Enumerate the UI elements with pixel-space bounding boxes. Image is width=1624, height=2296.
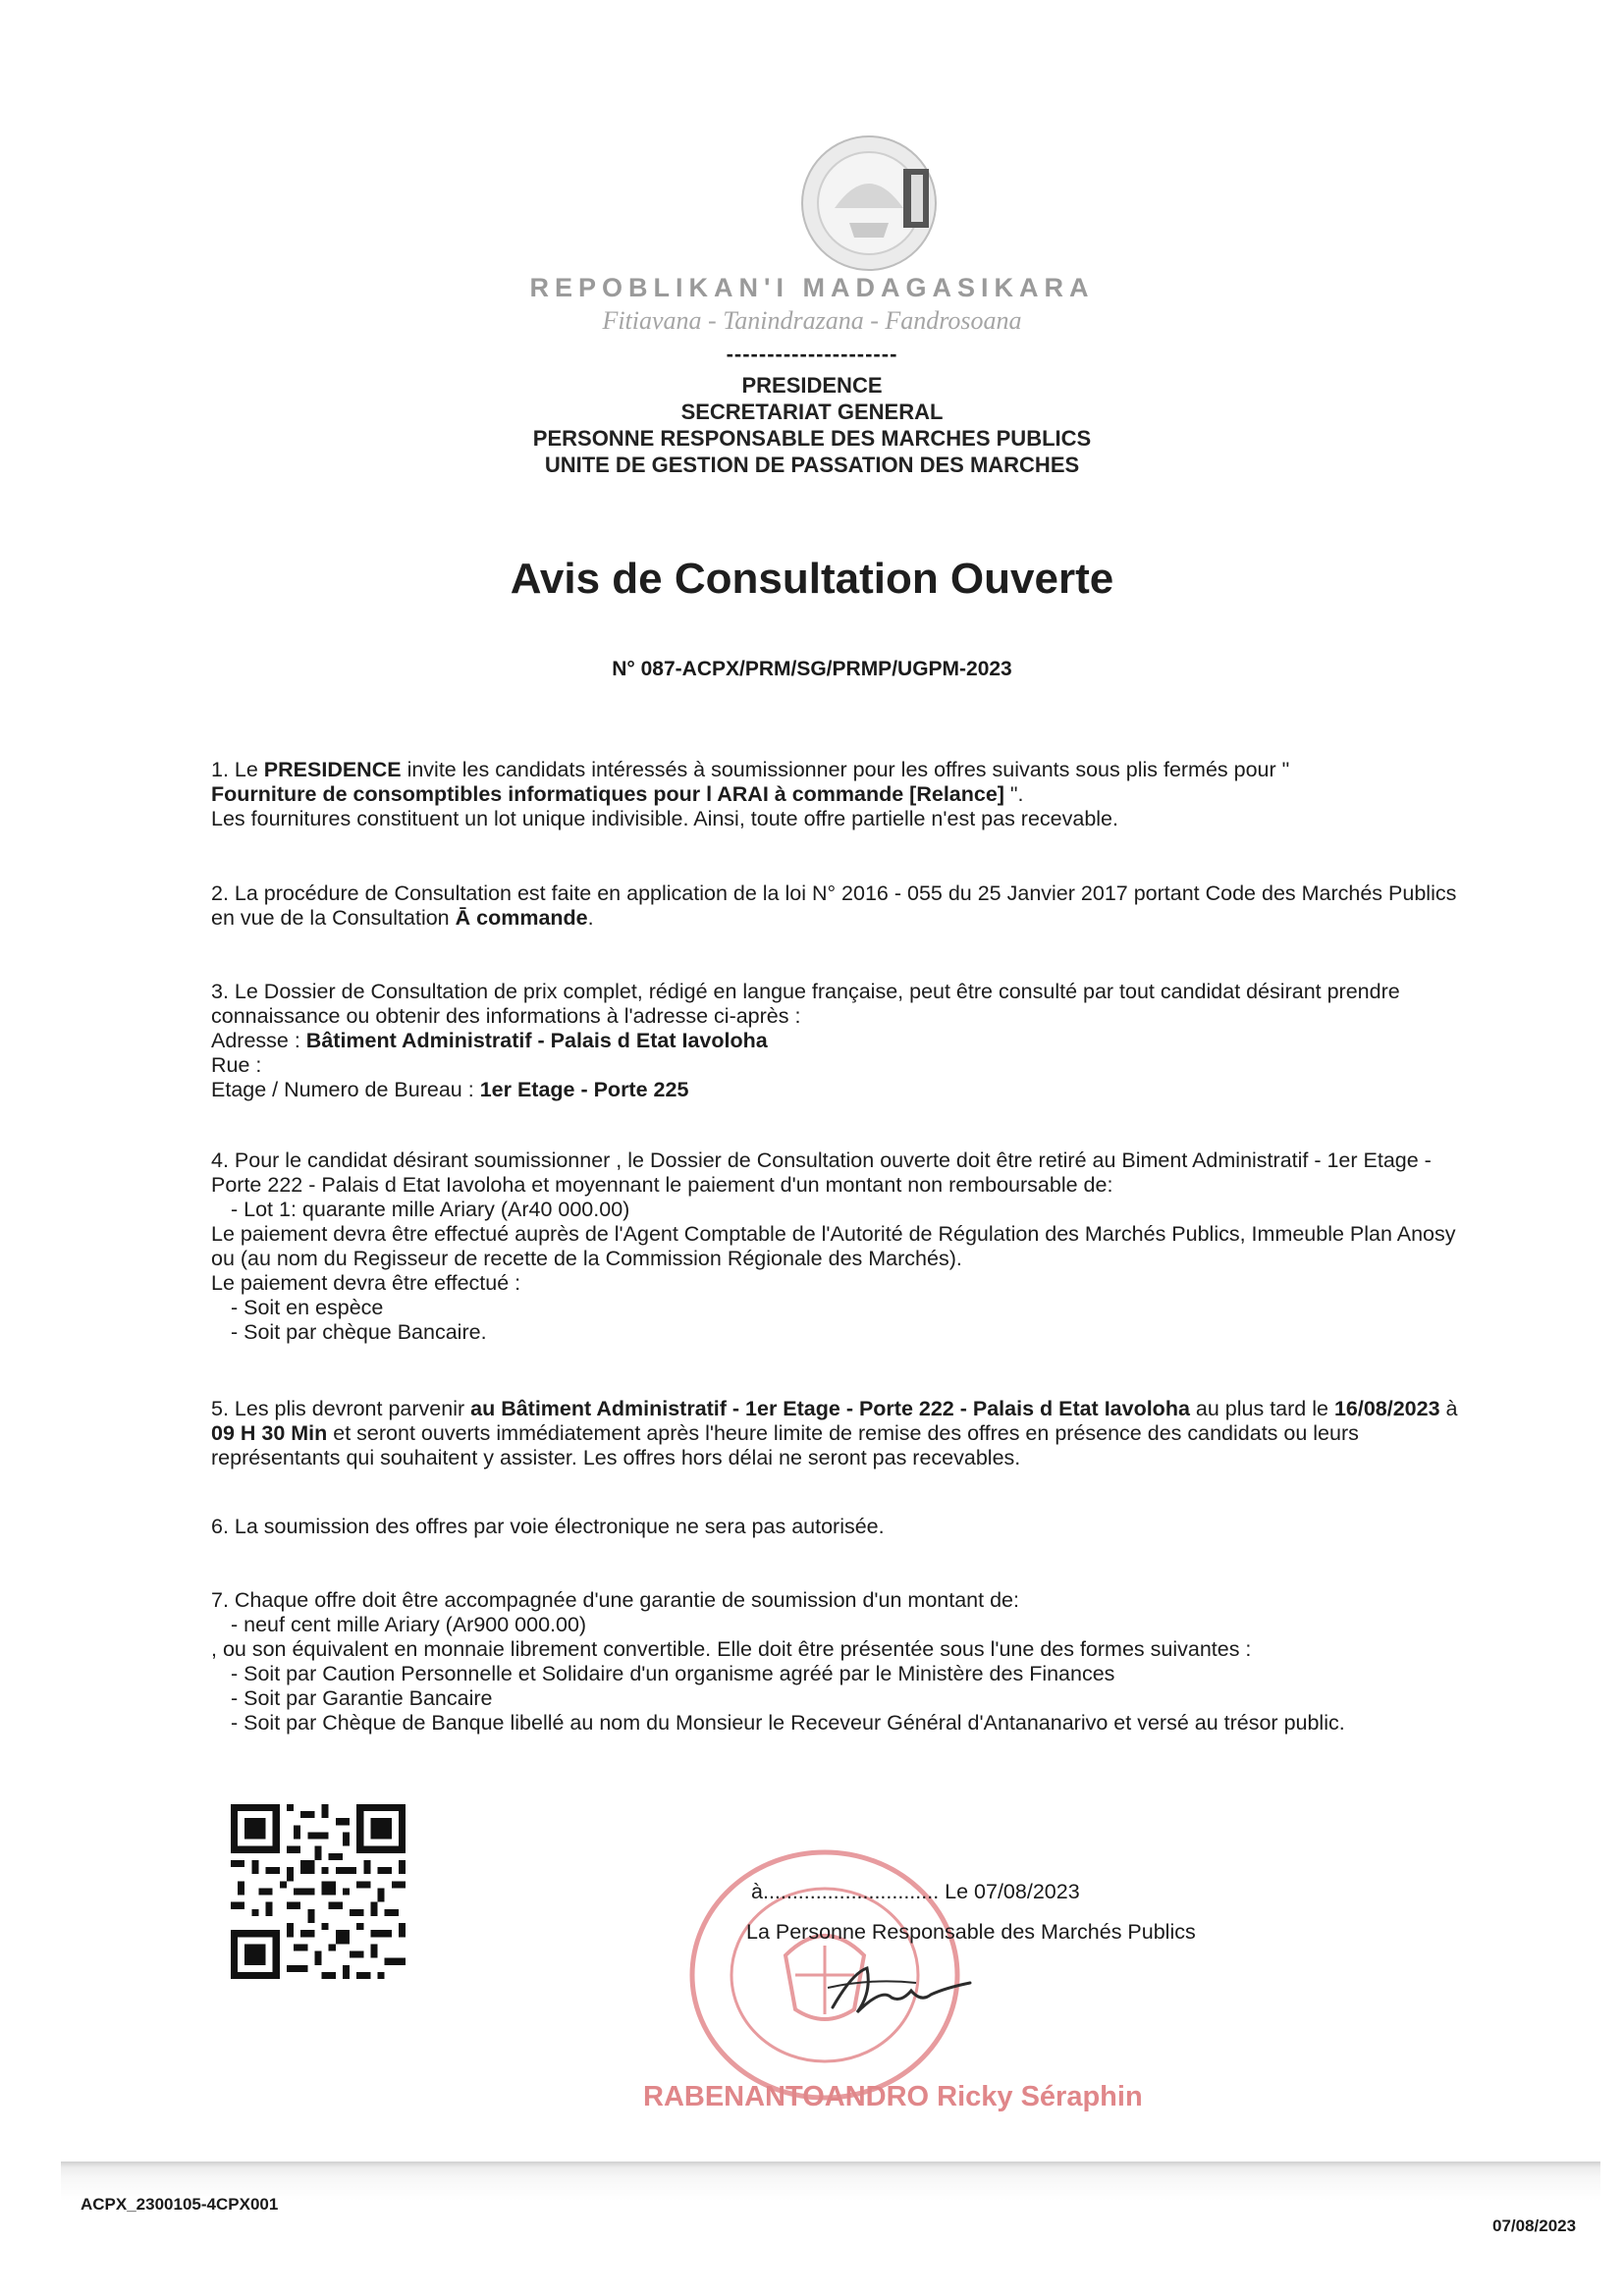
section-2: 2. La procédure de Consultation est faite en application de la loi N° 2016 - 055 du 25 Janvier 2017 portant Code des Marchés Publics en vue de la Consultation Ā commande. xyxy=(211,881,1457,930)
guarantee-form-cheque: - Soit par Chèque de Banque libellé au nom du Monsieur le Receveur Général d'Antananarivo et versé au trésor public. xyxy=(231,1711,1345,1735)
payment-methods-label: Le paiement devra être effectué : xyxy=(211,1271,521,1295)
signatory-title: La Personne Responsable des Marchés Publics xyxy=(746,1920,1196,1944)
footer-document-code: ACPX_2300105-4CPX001 xyxy=(81,2195,279,2214)
office-line: Etage / Numero de Bureau : 1er Etage - Porte 225 xyxy=(211,1078,689,1101)
guarantee-forms-intro: , ou son équivalent en monnaie librement convertible. Elle doit être présentée sous l'une des formes suivantes : xyxy=(211,1637,1252,1661)
qr-code xyxy=(231,1804,406,1979)
reference-number: N° 087-ACPX/PRM/SG/PRMP/UGPM-2023 xyxy=(612,658,1012,680)
signature-place-date: à.............................. Le 07/08/2023 xyxy=(751,1880,1080,1903)
header-line-presidence: PRESIDENCE xyxy=(741,373,883,398)
guarantee-amount: - neuf cent mille Ariary (Ar900 000.00) xyxy=(231,1613,587,1636)
section-3-intro: 3. Le Dossier de Consultation de prix complet, rédigé en langue française, peut être consulté par tout candidat désirant prendre connaissance ou obtenir des informations à l'adresse ci-après : xyxy=(211,980,1400,1028)
document-title: Avis de Consultation Ouverte xyxy=(510,555,1114,603)
footer-bar xyxy=(61,2162,1600,2250)
payment-option-cash: - Soit en espèce xyxy=(231,1296,384,1319)
section-4-intro: 4. Pour le candidat désirant soumissionner , le Dossier de Consultation ouverte doit être retiré au Biment Administratif - 1er Etage - Porte 222 - Palais d Etat Iavoloha et moyennant le paiement d'un montant non remboursable de: xyxy=(211,1148,1432,1197)
section-3 xyxy=(211,980,1478,1102)
section-7-intro: 7. Chaque offre doit être accompagnée d'une garantie de soumission d'un montant de: xyxy=(211,1588,1019,1612)
street-line: Rue : xyxy=(211,1053,262,1077)
guarantee-form-bank: - Soit par Garantie Bancaire xyxy=(231,1686,493,1710)
header-line-ugpm: UNITE DE GESTION DE PASSATION DES MARCHES xyxy=(544,453,1080,477)
madagascar-emblem-logo xyxy=(795,130,943,277)
header-line-prmp: PERSONNE RESPONSABLE DES MARCHES PUBLICS xyxy=(532,426,1092,451)
handwritten-signature xyxy=(823,1953,980,2032)
header-separator: --------------------- xyxy=(726,342,898,366)
national-motto: Fitiavana - Tanindrazana - Fandrosoana xyxy=(602,306,1022,335)
section-1: 1. Le PRESIDENCE invite les candidats intéressés à soumissionner pour les offres suivants sous plis fermés pour " Fourniture de consomptibles informatiques pour l ARAI à commande [Relance] ". Les fournitures constituent un lot unique indivisible. Ainsi, toute offre partielle n'est pas recevable. xyxy=(211,758,1290,830)
signatory-name: RABENANTOANDRO Ricky Séraphin xyxy=(643,2081,1143,2112)
header-line-secretariat: SECRETARIAT GENERAL xyxy=(680,400,944,424)
lot-fee: - Lot 1: quarante mille Ariary (Ar40 000.00) xyxy=(231,1198,630,1221)
country-name: REPOBLIKAN'I MADAGASIKARA xyxy=(529,273,1095,302)
guarantee-form-caution: - Soit par Caution Personnelle et Solidaire d'un organisme agréé par le Ministère des Finances xyxy=(231,1662,1115,1685)
payment-option-cheque: - Soit par chèque Bancaire. xyxy=(231,1320,487,1344)
section-7 xyxy=(211,1588,1478,1735)
payment-info: Le paiement devra être effectué auprès de l'Agent Comptable de l'Autorité de Régulation des Marchés Publics, Immeuble Plan Anosy ou (au nom du Regisseur de recette de la Commission Régionale des Marchés). xyxy=(211,1222,1456,1270)
address-line: Adresse : Bâtiment Administratif - Palais d Etat Iavoloha xyxy=(211,1029,768,1052)
section-5: 5. Les plis devront parvenir au Bâtiment Administratif - 1er Etage - Porte 222 - Palais d Etat Iavoloha au plus tard le 16/08/2023 à 09 H 30 Min et seront ouverts immédiatement après l'heure limite de remise des offres en présence des candidats ou leurs représentants qui souhaitent y assister. Les offres hors délai ne seront pas recevables. xyxy=(211,1397,1458,1469)
footer-date: 07/08/2023 xyxy=(1492,2216,1577,2235)
section-6: 6. La soumission des offres par voie électronique ne sera pas autorisée. xyxy=(211,1515,885,1538)
section-4 xyxy=(211,1148,1478,1345)
